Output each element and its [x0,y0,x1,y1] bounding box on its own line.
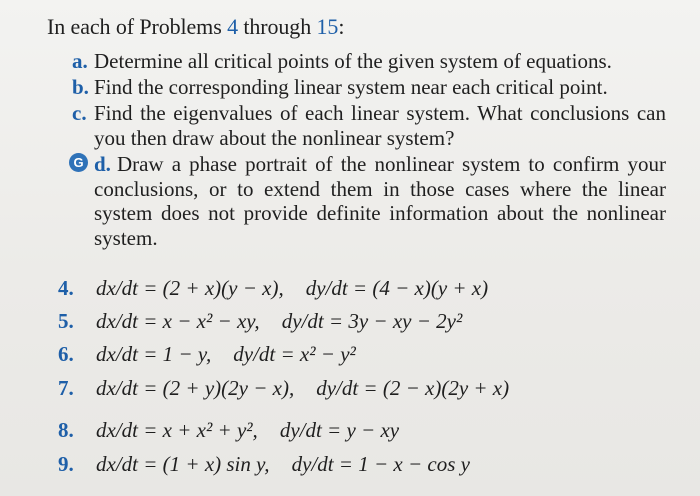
problem-item [58,452,470,477]
instruction-text: Determine all critical points of the given system of equations. [94,49,612,73]
instruction-letter: d. [94,152,111,176]
problem-item [58,376,509,401]
instruction-letter: c. [72,101,87,125]
problem-equation-dy: dy/dt = x² − y² [233,342,356,366]
problem-equation-dy: dy/dt = (2 − x)(2y + x) [316,376,510,400]
problem-item [58,276,488,301]
intro-colon: : [338,14,345,39]
problem-equation-dx: dx/dt = x − x² − xy, [96,309,260,333]
instruction-d-body [94,152,666,250]
instruction-d [73,152,666,250]
instruction-text: Find the eigenvalues of each linear system. What conclusions can you then draw about the nonlinear system? [94,101,666,150]
problem-equation-dy: dy/dt = 3y − xy − 2y² [281,309,463,333]
intro-mid: through [237,14,317,39]
instruction-text: Find the corresponding linear system near each critical point. [94,75,608,99]
problem-equation-dx: dx/dt = x + x² + y², [96,418,258,442]
problem-number: 5. [58,309,74,333]
intro-from-number: 4 [227,14,238,39]
problem-number: 4. [58,276,74,300]
graphing-g-icon: G [69,153,88,172]
problem-item [58,342,356,367]
intro-to-number: 15 [316,14,339,39]
problem-equation-dx: dx/dt = 1 − y, [96,342,212,366]
problem-equation-dy: dy/dt = (4 − x)(y + x) [305,276,489,300]
problem-number: 7. [58,376,74,400]
instruction-letter: a. [72,49,88,73]
intro-lead: In each of Problems [47,14,228,39]
problem-number: 6. [58,342,74,366]
instruction-c [72,101,666,150]
problem-equation-dx: dx/dt = (2 + x)(y − x), [96,276,284,300]
problem-number: 8. [58,418,74,442]
problem-equation-dx: dx/dt = (2 + y)(2y − x), [96,376,295,400]
problem-number: 9. [58,452,74,476]
problem-item [58,418,399,443]
problem-equation-dy: dy/dt = y − xy [279,418,400,442]
instruction-a [72,49,674,74]
problem-equation-dy: dy/dt = 1 − x − cos y [291,452,470,476]
problem-set-intro [47,14,344,40]
instruction-b [72,75,674,100]
problem-equation-dx: dx/dt = (1 + x) sin y, [96,452,270,476]
instruction-text: Draw a phase portrait of the nonlinear system to confirm your conclusions, or to extend them in those cases where the linear system does not provide definite information about the nonlinear system. [94,152,666,250]
problem-item [58,309,462,334]
instruction-letter: b. [72,75,89,99]
